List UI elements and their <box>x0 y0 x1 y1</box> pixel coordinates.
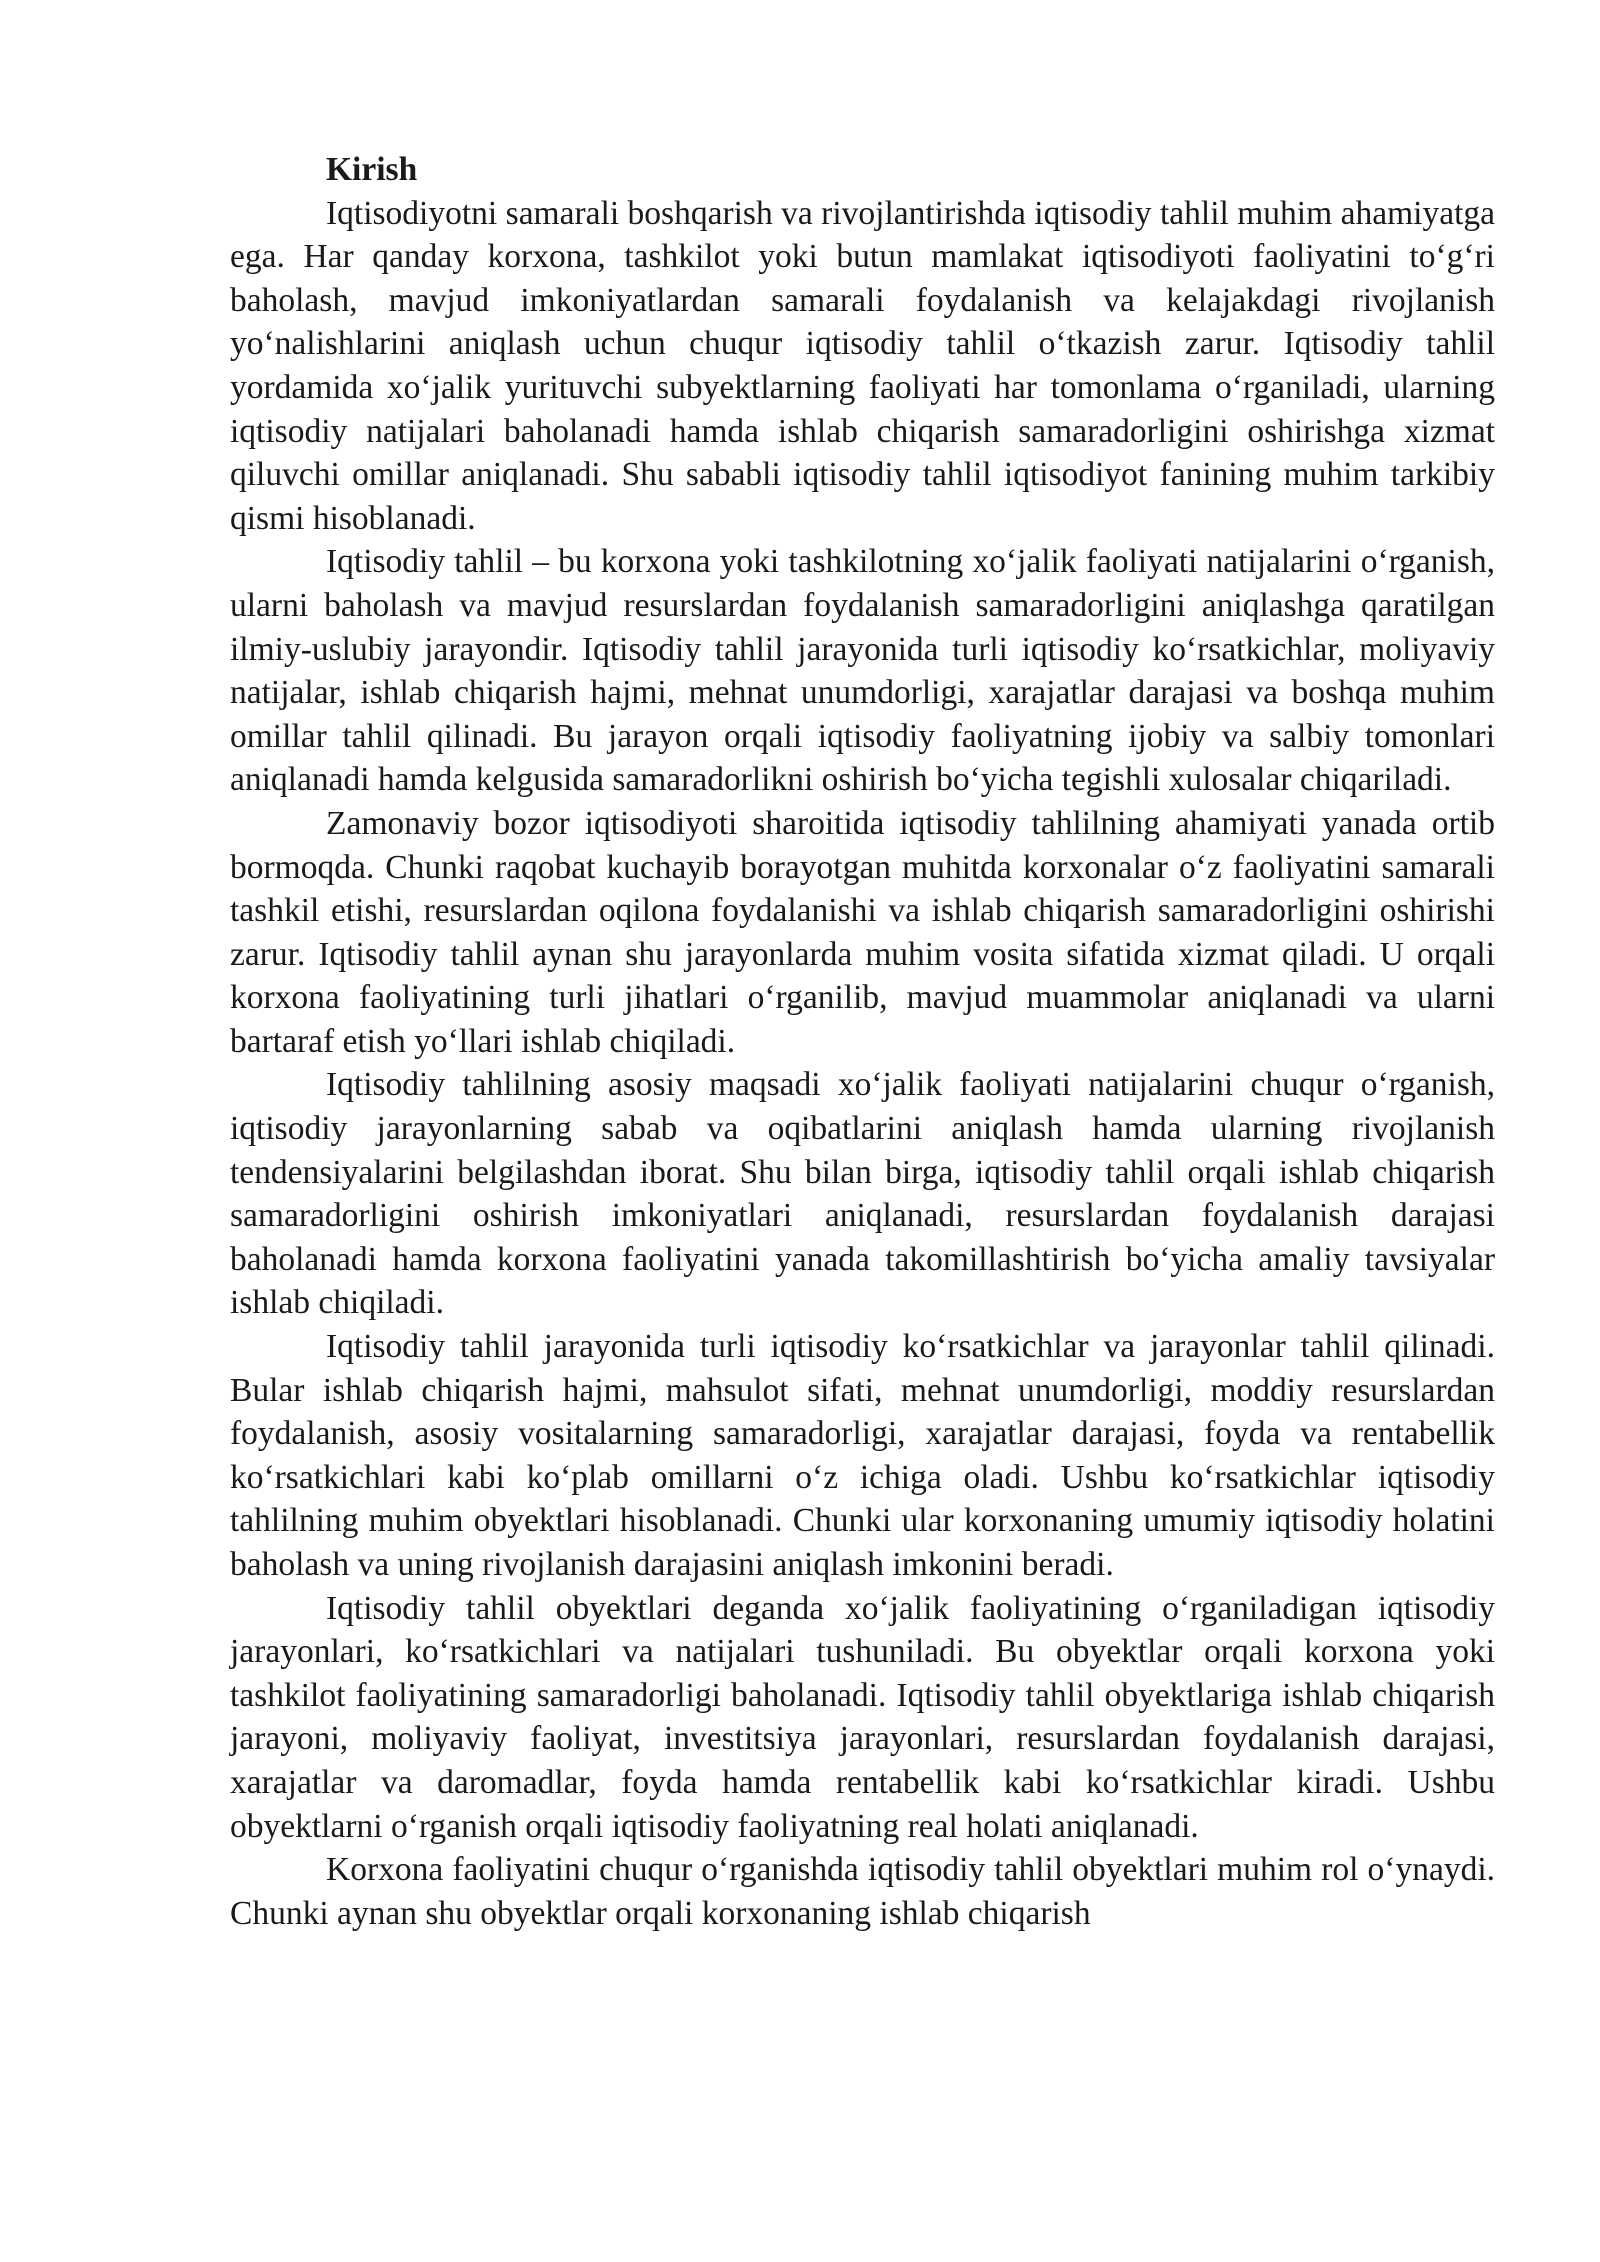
paragraph-enterprise-role: Korxona faoliyatini chuqur o‘rganishda iqtisodiy tahlil obyektlari muhim rol o‘ynaydi. Chunki aynan shu obyektlar orqali korxonaning ishlab chiqarish <box>230 1851 1495 1932</box>
section-heading: Kirish <box>326 151 418 188</box>
paragraph-indicators: Iqtisodiy tahlil jarayonida turli iqtisodiy ko‘rsatkichlar va jarayonlar tahlil qilinadi. Bular ishlab chiqarish hajmi, mahsulot sifati, mehnat unumdorligi, moddiy resurslardan foydalanish, asosiy vositalarning samaradorligi, xarajatlar darajasi, foyda va rentabellik ko‘rsatkichlari kabi ko‘plab omillarni o‘z ichiga oladi. Ushbu ko‘rsatkichlar iqtisodiy tahlilning muhim obyektlari hisoblanadi. Chunki ular korxonaning umumiy iqtisodiy holatini baholash va uning rivojlanish darajasini aniqlash imkonini beradi. <box>230 1328 1495 1583</box>
paragraph-introduction: Iqtisodiyotni samarali boshqarish va rivojlantirishda iqtisodiy tahlil muhim ahamiyatga ega. Har qanday korxona, tashkilot yoki butun mamlakat iqtisodiyoti faoliyatini to‘g‘ri baholash, mavjud imkoniyatlardan samarali foydalanish va kelajakdagi rivojlanish yo‘nalishlarini aniqlash uchun chuqur iqtisodiy tahlil o‘tkazish zarur. Iqtisodiy tahlil yordamida xo‘jalik yurituvchi subyektlarning faoliyati har tomonlama o‘rganiladi, ularning iqtisodiy natijalari baholanadi hamda ishlab chiqarish samaradorligini oshirishga xizmat qiluvchi omillar aniqlanadi. Shu sababli iqtisodiy tahlil iqtisodiyot fanining muhim tarkibiy qismi hisoblanadi. <box>230 194 1495 537</box>
paragraph-definition: Iqtisodiy tahlil – bu korxona yoki tashkilotning xo‘jalik faoliyati natijalarini o‘rganish, ularni baholash va mavjud resurslardan foydalanish samaradorligini aniqlashga qaratilgan ilmiy-uslubiy jarayondir. Iqtisodiy tahlil jarayonida turli iqtisodiy ko‘rsatkichlar, moliyaviy natijalar, ishlab chiqarish hajmi, mehnat unumdorligi, xarajatlar darajasi va boshqa muhim omillar tahlil qilinadi. Bu jarayon orqali iqtisodiy faoliyatning ijobiy va salbiy tomonlari aniqlanadi hamda kelgusida samaradorlikni oshirish bo‘yicha tegishli xulosalar chiqariladi. <box>230 543 1495 799</box>
paragraph-market-economy: Zamonaviy bozor iqtisodiyoti sharoitida iqtisodiy tahlilning ahamiyati yanada ortib bormoqda. Chunki raqobat kuchayib borayotgan muhitda korxonalar o‘z faoliyatini samarali tashkil etishi, resurslardan oqilona foydalanishi va ishlab chiqarish samaradorligini oshirishi zarur. Iqtisodiy tahlil aynan shu jarayonlarda muhim vosita sifatida xizmat qiladi. U orqali korxona faoliyatining turli jihatlari o‘rganilib, mavjud muammolar aniqlanadi va ularni bartaraf etish yo‘llari ishlab chiqiladi. <box>230 804 1495 1060</box>
document-page <box>230 148 1495 1935</box>
paragraph-objects: Iqtisodiy tahlil obyektlari deganda xo‘jalik faoliyatining o‘rganiladigan iqtisodiy jarayonlari, ko‘rsatkichlari va natijalari tushuniladi. Bu obyektlar orqali korxona yoki tashkilot faoliyatining samaradorligi baholanadi. Iqtisodiy tahlil obyektlariga ishlab chiqarish jarayoni, moliyaviy faoliyat, investitsiya jarayonlari, resurslardan foydalanish darajasi, xarajatlar va daromadlar, foyda hamda rentabellik kabi ko‘rsatkichlar kiradi. Ushbu obyektlarni o‘rganish orqali iqtisodiy faoliyatning real holati aniqlanadi. <box>230 1589 1495 1845</box>
paragraph-main-goal: Iqtisodiy tahlilning asosiy maqsadi xo‘jalik faoliyati natijalarini chuqur o‘rganish, iqtisodiy jarayonlarning sabab va oqibatlarini aniqlash hamda ularning rivojlanish tendensiyalarini belgilashdan iborat. Shu bilan birga, iqtisodiy tahlil orqali ishlab chiqarish samaradorligini oshirish imkoniyatlari aniqlanadi, resurslardan foydalanish darajasi baholanadi hamda korxona faoliyatini yanada takomillashtirish bo‘yicha amaliy tavsiyalar ishlab chiqiladi. <box>230 1066 1495 1322</box>
